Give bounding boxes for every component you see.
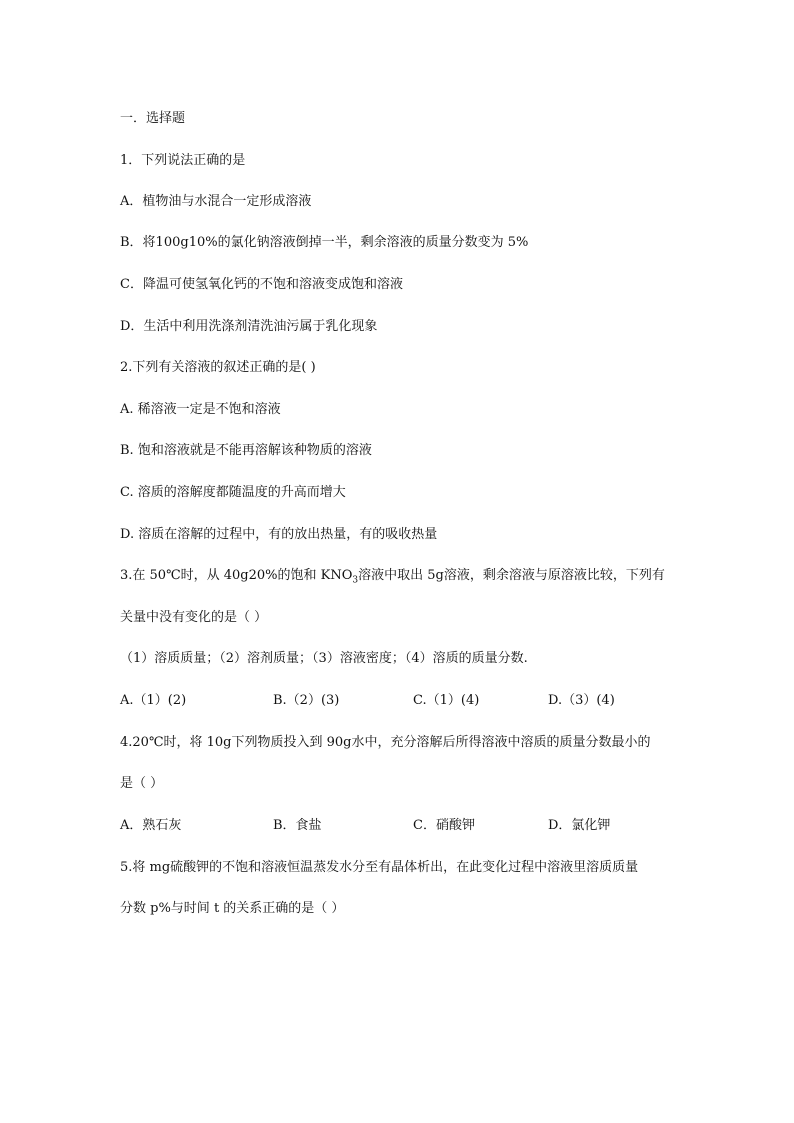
q3-stem-line2: 关量中没有变化的是（ ） xyxy=(120,610,268,625)
q4-option-c: C．硝酸钾 xyxy=(413,818,475,833)
q2-option-d: D. 溶质在溶解的过程中，有的放出热量，有的吸收热量 xyxy=(120,527,438,542)
q2-stem: 2.下列有关溶液的叙述正确的是( ) xyxy=(120,360,316,375)
q3-stem-post: 溶液中取出 5g溶液，剩余溶液与原溶液比较，下列有 xyxy=(358,568,665,583)
section-title: 一．选择题 xyxy=(120,111,186,126)
q1-option-a: A．植物油与水混合一定形成溶液 xyxy=(120,194,312,209)
q3-stem-subscript: 3 xyxy=(352,575,359,586)
q3-option-c: C.（1）(4) xyxy=(413,693,480,708)
q4-stem: 4.20℃时，将 10g下列物质投入到 90g水中，充分溶解后所得溶液中溶质的质量分数最小的 xyxy=(120,735,651,750)
q2-option-a: A. 稀溶液一定是不饱和溶液 xyxy=(120,402,281,417)
q3-items: （1）溶质质量；（2）溶剂质量；（3）溶液密度；（4）溶质的质量分数. xyxy=(120,651,528,666)
q4-option-a: A．熟石灰 xyxy=(120,818,182,833)
q2-option-b: B. 饱和溶液就是不能再溶解该种物质的溶液 xyxy=(120,443,372,458)
q1-option-d: D．生活中利用洗涤剂清洗油污属于乳化现象 xyxy=(120,319,378,334)
q1-option-b: B．将100g10%的氯化钠溶液倒掉一半，剩余溶液的质量分数变为 5% xyxy=(120,235,529,250)
q4-stem-line2: 是（ ） xyxy=(120,776,164,791)
q1-stem: 1．下列说法正确的是 xyxy=(120,153,246,168)
q4-option-b: B．食盐 xyxy=(273,818,322,833)
q3-option-b: B.（2）(3) xyxy=(273,693,340,708)
q1-option-c: C．降温可使氢氧化钙的不饱和溶液变成饱和溶液 xyxy=(120,277,403,292)
q3-stem xyxy=(120,567,665,590)
q3-stem-pre: 3.在 50℃时，从 40g20%的饱和 KNO xyxy=(120,568,353,583)
q4-option-d: D．氯化钾 xyxy=(548,818,611,833)
q3-option-a: A.（1）(2) xyxy=(120,693,187,708)
q3-option-d: D.（3）(4) xyxy=(548,693,615,708)
q5-stem: 5.将 mg硫酸钾的不饱和溶液恒温蒸发水分至有晶体析出，在此变化过程中溶液里溶质质量 xyxy=(120,860,639,875)
q2-option-c: C. 溶质的溶解度都随温度的升高而增大 xyxy=(120,485,346,500)
q5-stem-line2: 分数 p%与时间 t 的关系正确的是（ ） xyxy=(120,901,345,916)
